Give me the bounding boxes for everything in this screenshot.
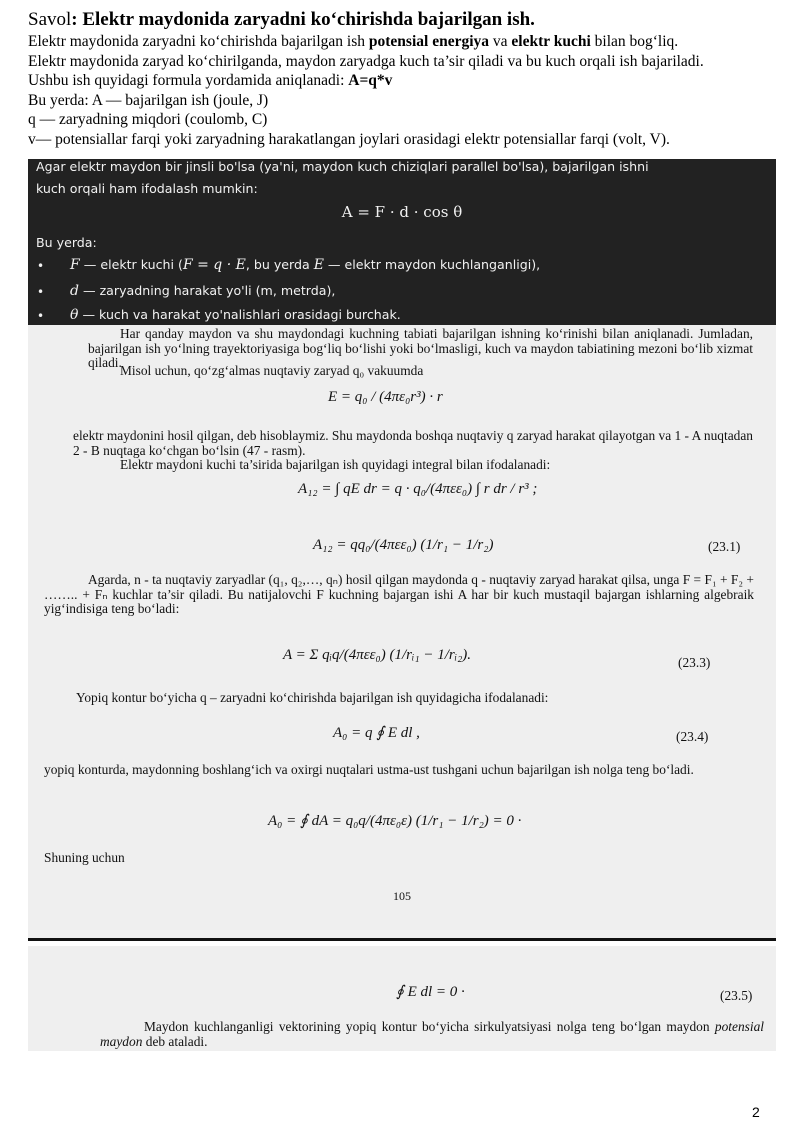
bullet-distance: d — zaryadning harakat yo'li (m, metrda), [70,283,336,299]
page-number: 2 [752,1104,760,1120]
intro-line-1: Elektr maydonida zaryadni ko‘chirishda bajarilgan ish potensial energiya va elektr kuchi bilan bog‘liq. [28,33,679,50]
scan-paragraph-4: Elektr maydoni kuchi ta’sirida bajarilgan ish quyidagi integral bilan ifodalanadi: [120,457,551,472]
scan-paragraph-6: Yopiq kontur bo‘yicha q – zaryadni ko‘chirishda bajarilgan ish quyidagicha ifodalanadi: [76,690,549,705]
scanned-textbook-page [28,325,776,940]
bu-yerda-label: Bu yerda: [36,235,97,250]
scan-paragraph-5: Agarda, n - ta nuqtaviy zaryadlar (q₁, q₂,…, qₙ) hosil qilgan maydonda q - nuqtaviy zaryad harakat qilsa, unga F = F₁ + F₂ + …….. + Fₙ kuchlar ta’sir qiladi. Bu natijalovchi F kuchning bajargan ishi A har bir kuch mustaqil bajargan ishlarning algebraik yig‘indisiga teng bo‘ladi: [44,572,754,616]
equation-field: E = q₀ / (4πε₀r³) · r [328,389,443,405]
bullet-dot: • [37,259,45,273]
dark-line-1: Agar elektr maydon bir jinsli bo'lsa (ya'ni, maydon kuch chiziqlari parallel bo'lsa), bajarilgan ishni [36,159,649,174]
dark-explanation-box [28,159,776,325]
book-page-number: 105 [393,889,411,903]
equation-number: (23.3) [678,655,711,670]
bullet-force: F — elektr kuchi (F = q · E, bu yerda E — elektr maydon kuchlanganligi), [70,257,541,273]
equation-number: (23.1) [708,539,741,554]
equation-23-1: A₁₂ = qq₀/(4πεε₀) (1/r₁ − 1/r₂) [313,537,494,553]
work-formula: A = F · d · cos θ [341,203,463,221]
scan-paragraph-1: Har qanday maydon va shu maydondagi kuchning tabiati bajarilgan ishning ko‘rinishi bilan aniqlanadi. Jumladan, bajarilgan ish yo‘lning trayektoriyasiga bog‘liq bo‘lishi yoki bo‘lmasligi, kuch va maydon tabiatining mezoni bo‘lib xizmat qiladi. [88,326,753,370]
bullet-dot: • [37,285,45,299]
scan-paragraph-9: Maydon kuchlanganligi vektorining yopiq kontur bo‘yicha sirkulyatsiyasi nolga teng bo‘lgan maydon potensial maydon deb ataladi. [100,1019,764,1049]
question-title: Savol: Elektr maydonida zaryadni ko‘chirishda bajarilgan ish. [28,9,535,30]
scan-paragraph-3: elektr maydonini hosil qilgan, deb hisoblaymiz. Shu maydonda boshqa nuqtaviy q zaryad harakat qilayotgan va 1 - A nuqtadan 2 - B nuqtaga ko‘chgan bo‘lsin (47 - rasm). [73,428,753,458]
scan-paragraph-7: yopiq konturda, maydonning boshlang‘ich va oxirgi nuqtalari ustma-ust tushgani uchun bajarilgan ish nolga teng bo‘ladi. [44,762,694,777]
bullet-dot: • [37,309,45,323]
equation-23-4: A₀ = q ∮ E dl , [333,725,420,741]
equation-number: (23.4) [676,729,709,744]
intro-line-2: Elektr maydonida zaryad ko‘chirilganda, maydon zaryadga kuch ta’sir qiladi va bu kuch orqali ish bajariladi. [28,52,704,70]
scanned-textbook-page-continued [28,946,776,1051]
scan-paragraph-2: Misol uchun, qo‘zg‘almas nuqtaviy zaryad q₀ vakuumda [120,363,424,378]
intro-line-6: v— potensiallar farqi yoki zaryadning harakatlangan joylari orasidagi elektr potensiallar farqi (volt, V). [28,130,670,148]
bullet-angle: θ — kuch va harakat yo'nalishlari orasidagi burchak. [70,307,401,323]
intro-line-5: q — zaryadning miqdori (coulomb, C) [28,111,268,129]
scan-paragraph-8: Shuning uchun [44,850,125,865]
intro-section [28,8,788,150]
dark-line-2: kuch orqali ham ifodalash mumkin: [36,181,258,196]
equation-number: (23.5) [720,988,753,1003]
equation-integral: A₁₂ = ∫ qE dr = q · q₀/(4πεε₀) ∫ r dr / r³ ; [298,481,538,497]
equation-23-5: ∮ E dl = 0 · [396,984,465,1000]
equation-closed-loop: A₀ = ∮ dA = q₀q/(4πε₀ε) (1/r₁ − 1/r₂) = 0 · [268,813,522,829]
intro-line-4: Bu yerda: A — bajarilgan ish (joule, J) [28,91,269,109]
equation-23-3: A = Σ qᵢq/(4πεε₀) (1/rᵢ₁ − 1/rᵢ₂). [283,647,472,663]
page-divider [28,938,776,941]
intro-line-3: Ushbu ish quyidagi formula yordamida aniqlanadi: A=q*v [28,72,393,90]
